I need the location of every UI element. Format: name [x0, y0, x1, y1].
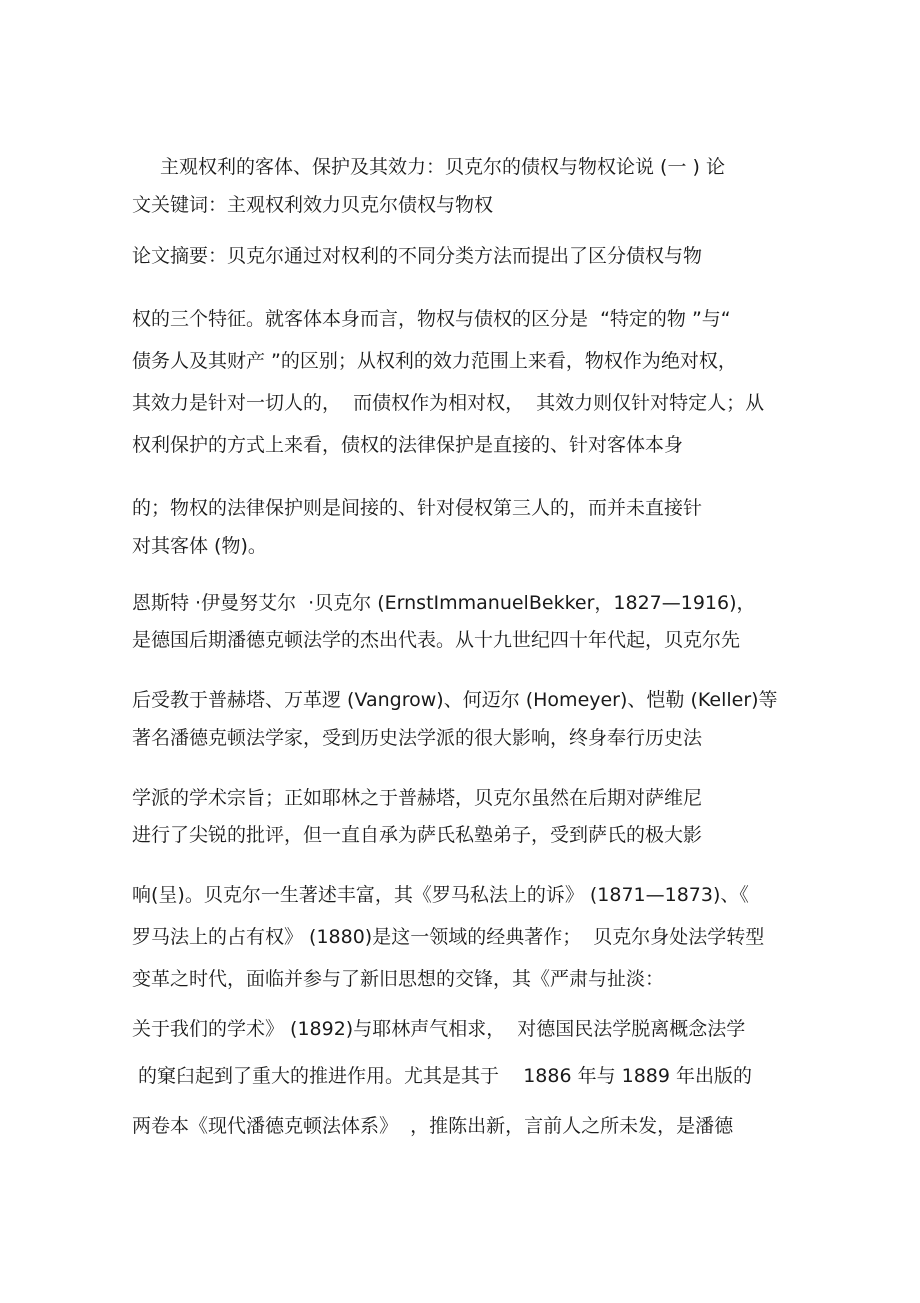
body-line: 关于我们的学术》 (1892)与耶林声气相求， 对德国民法学脱离概念法学 — [132, 1018, 746, 1040]
abstract-line: 权的三个特征。就客体本身而言，物权与债权的区分是 “特定的物 ”与“ — [132, 308, 731, 330]
body-line: 著名潘德克顿法学家，受到历史法学派的很大影响，终身奉行历史法 — [132, 727, 703, 749]
abstract-line: 权利保护的方式上来看，债权的法律保护是直接的、针对客体本身 — [132, 434, 684, 456]
body-line: 响(呈)。贝克尔一生著述丰富，其《罗马私法上的诉》 (1871—1873)、《 — [132, 884, 749, 906]
abstract-line: 债务人及其财产 ”的区别；从权利的效力范围上来看，物权作为绝对权， — [132, 350, 737, 372]
body-line: 恩斯特 ·伊曼努艾尔 ·贝克尔 (ErnstImmanuelBekker，1827—1916)， — [132, 592, 756, 614]
abstract-line: 对其客体 (物)。 — [132, 535, 267, 557]
title-line: 主观权利的客体、保护及其效力：贝克尔的债权与物权论说 (一 ) 论 — [160, 156, 725, 178]
body-line: 后受教于普赫塔、万革逻 (Vangrow)、何迈尔 (Homeyer)、恺勒 (Keller)等 — [132, 689, 778, 711]
body-line: 变革之时代，面临并参与了新旧思想的交锋，其《严肃与扯淡： — [132, 968, 665, 990]
body-line: 的窠臼起到了重大的推进作用。尤其是其于 1886 年与 1889 年出版的 — [132, 1065, 753, 1087]
body-line: 两卷本《现代潘德克顿法体系》 ，推陈出新，言前人之所未发，是潘德 — [132, 1115, 734, 1137]
body-line: 是德国后期潘德克顿法学的杰出代表。从十九世纪四十年代起，贝克尔先 — [132, 629, 741, 651]
body-line: 罗马法上的占有权》 (1880)是这一领域的经典著作； 贝克尔身处法学转型 — [132, 926, 765, 948]
body-line: 学派的学术宗旨；正如耶林之于普赫塔，贝克尔虽然在后期对萨维尼 — [132, 787, 703, 809]
abstract-line: 其效力是针对一切人的， 而债权作为相对权， 其效力则仅针对特定人；从 — [132, 392, 765, 414]
abstract-line: 的；物权的法律保护则是间接的、针对侵权第三人的，而并未直接针 — [132, 497, 703, 519]
keywords-line: 文关键词：主观权利效力贝克尔债权与物权 — [132, 194, 494, 216]
abstract-line: 论文摘要：贝克尔通过对权利的不同分类方法而提出了区分债权与物 — [132, 245, 703, 267]
body-line: 进行了尖锐的批评，但一直自承为萨氏私塾弟子，受到萨氏的极大影 — [132, 824, 703, 846]
